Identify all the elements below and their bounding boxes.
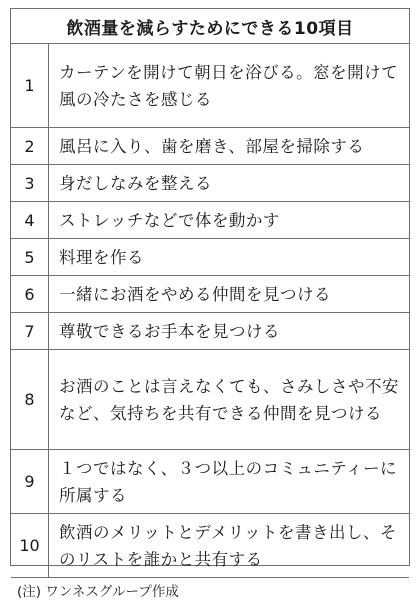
row-number: 7	[11, 313, 49, 350]
row-text: 飲酒のメリットとデメリットを書き出し、そのリストを誰かと共有する	[49, 514, 409, 578]
row-number: 3	[11, 165, 49, 202]
ten-items-table	[10, 8, 410, 600]
row-number: 9	[11, 450, 49, 514]
row-number: 5	[11, 239, 49, 276]
row-number: 10	[11, 514, 49, 578]
row-text: カーテンを開けて朝日を浴びる。窓を開けて風の冷たさを感じる	[49, 44, 409, 128]
row-number: 8	[11, 350, 49, 450]
row-text: 身だしなみを整える	[49, 165, 409, 202]
row-text: ストレッチなどで体を動かす	[49, 202, 409, 239]
source-note: (注) ワンネスグループ作成	[17, 584, 179, 600]
row-number: 4	[11, 202, 49, 239]
row-number: 2	[11, 128, 49, 165]
row-text: 風呂に入り、歯を磨き、部屋を掃除する	[49, 128, 409, 165]
row-text: １つではなく、３つ以上のコミュニティーに所属する	[49, 450, 409, 514]
row-text: 料理を作る	[49, 239, 409, 276]
row-number: 6	[11, 276, 49, 313]
row-number: 1	[11, 44, 49, 128]
row-text: 尊敬できるお手本を見つける	[49, 313, 409, 350]
row-text: お酒のことは言えなくても、さみしさや不安など、気持ちを共有できる仲間を見つける	[49, 350, 409, 450]
table-title: 飲酒量を減らすためにできる10項目	[11, 9, 409, 44]
row-text: 一緒にお酒をやめる仲間を見つける	[49, 276, 409, 313]
